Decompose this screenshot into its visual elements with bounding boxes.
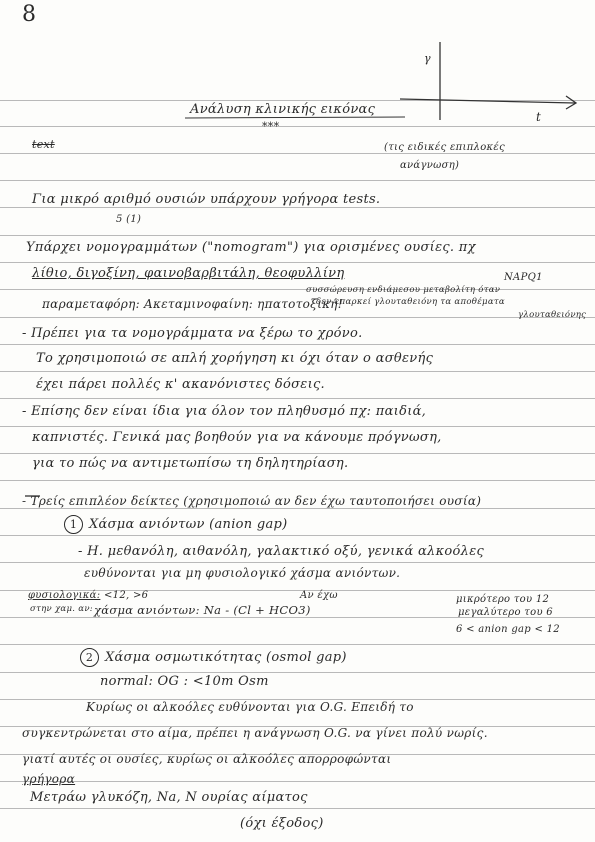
normal-label: φυσιολογικά: [28, 590, 101, 601]
item1-title-row [64, 515, 288, 534]
item2-p2: συγκεντρώνεται στο αίμα, πρέπει η ανάγνωση O.G. να γίνει πολύ νωρίς. [22, 726, 488, 740]
text-line: Υπάρχει νομογραμμάτων ("nomogram") για ορισμένες ουσίες. πχ [26, 240, 476, 255]
text-line: έχει πάρει πολλές κ' ακανόνιστες δόσεις. [36, 377, 325, 392]
text-line: - Πρέπει για τα νομογράμματα να ξέρω το χρόνο. [22, 326, 363, 341]
if-label: στην χαμ. αν: [30, 604, 93, 614]
crossed-word: text [32, 138, 55, 151]
item2-number: 2 [80, 648, 99, 667]
item2-measure: Μετράω γλυκόζη, Na, N ουρίας αίματος [30, 790, 308, 805]
item1-desc2: ευθύνονται για μη φυσιολογικό χάσμα ανιόντων. [84, 566, 401, 580]
side-note-line2: ανάγνωση) [400, 160, 460, 171]
axis-x-label: t [536, 110, 542, 124]
item2-p3: γιατί αυτές οι ουσίες, κυρίως οι αλκοόλες απορροφώνται [22, 752, 392, 766]
axis-y-label: γ [424, 52, 431, 65]
text-line: λίθιο, διγοξίνη, φαινοβαρβιτάλη, θεοφυλλίνη [32, 266, 345, 281]
item1-number: 1 [64, 515, 83, 534]
page-number: 8 [22, 2, 37, 27]
title-marks: *** [262, 120, 280, 133]
range-line3: 6 < anion gap < 12 [456, 624, 560, 635]
item2-title-row [80, 648, 347, 667]
page-title: Ανάλυση κλινικής εικόνας [190, 102, 376, 117]
side-note-line1: (τις ειδικές επιπλοκές [384, 142, 505, 153]
napq-note1: συσσώρευση ενδιάμεσου μεταβολίτη όταν [306, 285, 501, 295]
text-line: - Επίσης δεν είναι ίδια για όλον τον πληθυσμό πχ: παιδιά, [22, 404, 427, 419]
text-line: για το πώς να αντιμετωπίσω τη δηλητηρίαση. [32, 456, 349, 471]
item2-normal: normal: OG : <10m Osm [100, 674, 269, 689]
item1-desc1: - Η. μεθανόλη, αιθανόλη, γαλακτικό οξύ, γενικά αλκοόλες [78, 544, 485, 559]
normal-values: <12, >6 [104, 590, 149, 601]
section2-heading: - Τρείς επιπλέον δείκτες (χρησιμοποιώ αν δεν έχω ταυτοποιήσει ουσία) [22, 494, 482, 508]
item1-title: Χάσμα ανιόντων (anion gap) [89, 517, 288, 532]
range-line1: μικρότερο του 12 [456, 594, 550, 605]
item2-p1: Κυρίως οι αλκοόλες ευθύνονται για O.G. Επειδή το [86, 700, 414, 714]
napq-note2: δεν επαρκεί γλουταθειόνη τα αποθέματα [316, 297, 505, 307]
text-line: Το χρησιμοποιώ σε απλή χορήγηση κι όχι όταν ο ασθενής [36, 351, 434, 366]
av-ekho: Αν έχω [300, 590, 338, 601]
item2-note: (όχι έξοδος) [240, 816, 324, 831]
circled-note: 5 (1) [116, 214, 142, 225]
text-line: Για μικρό αριθμό ουσιών υπάρχουν γρήγορα tests. [32, 192, 381, 207]
text-line: παραμεταφόρη: Ακεταμινοφαίνη: ηπατοτοξική! [42, 297, 343, 311]
item2-p4: γρήγορα [22, 772, 76, 786]
text-line: καπνιστές. Γενικά μας βοηθούν για να κάνουμε πρόγνωση, [32, 430, 442, 445]
range-line2: μεγαλύτερο του 6 [458, 607, 553, 618]
item2-title: Χάσμα οσμωτικότητας (osmol gap) [105, 650, 347, 665]
napq-label: NAPQ1 [504, 272, 543, 283]
napq-note3: γλουταθειόνης [518, 310, 587, 320]
if-text: χάσμα ανιόντων: Na - (Cl + HCO3) [94, 603, 311, 617]
